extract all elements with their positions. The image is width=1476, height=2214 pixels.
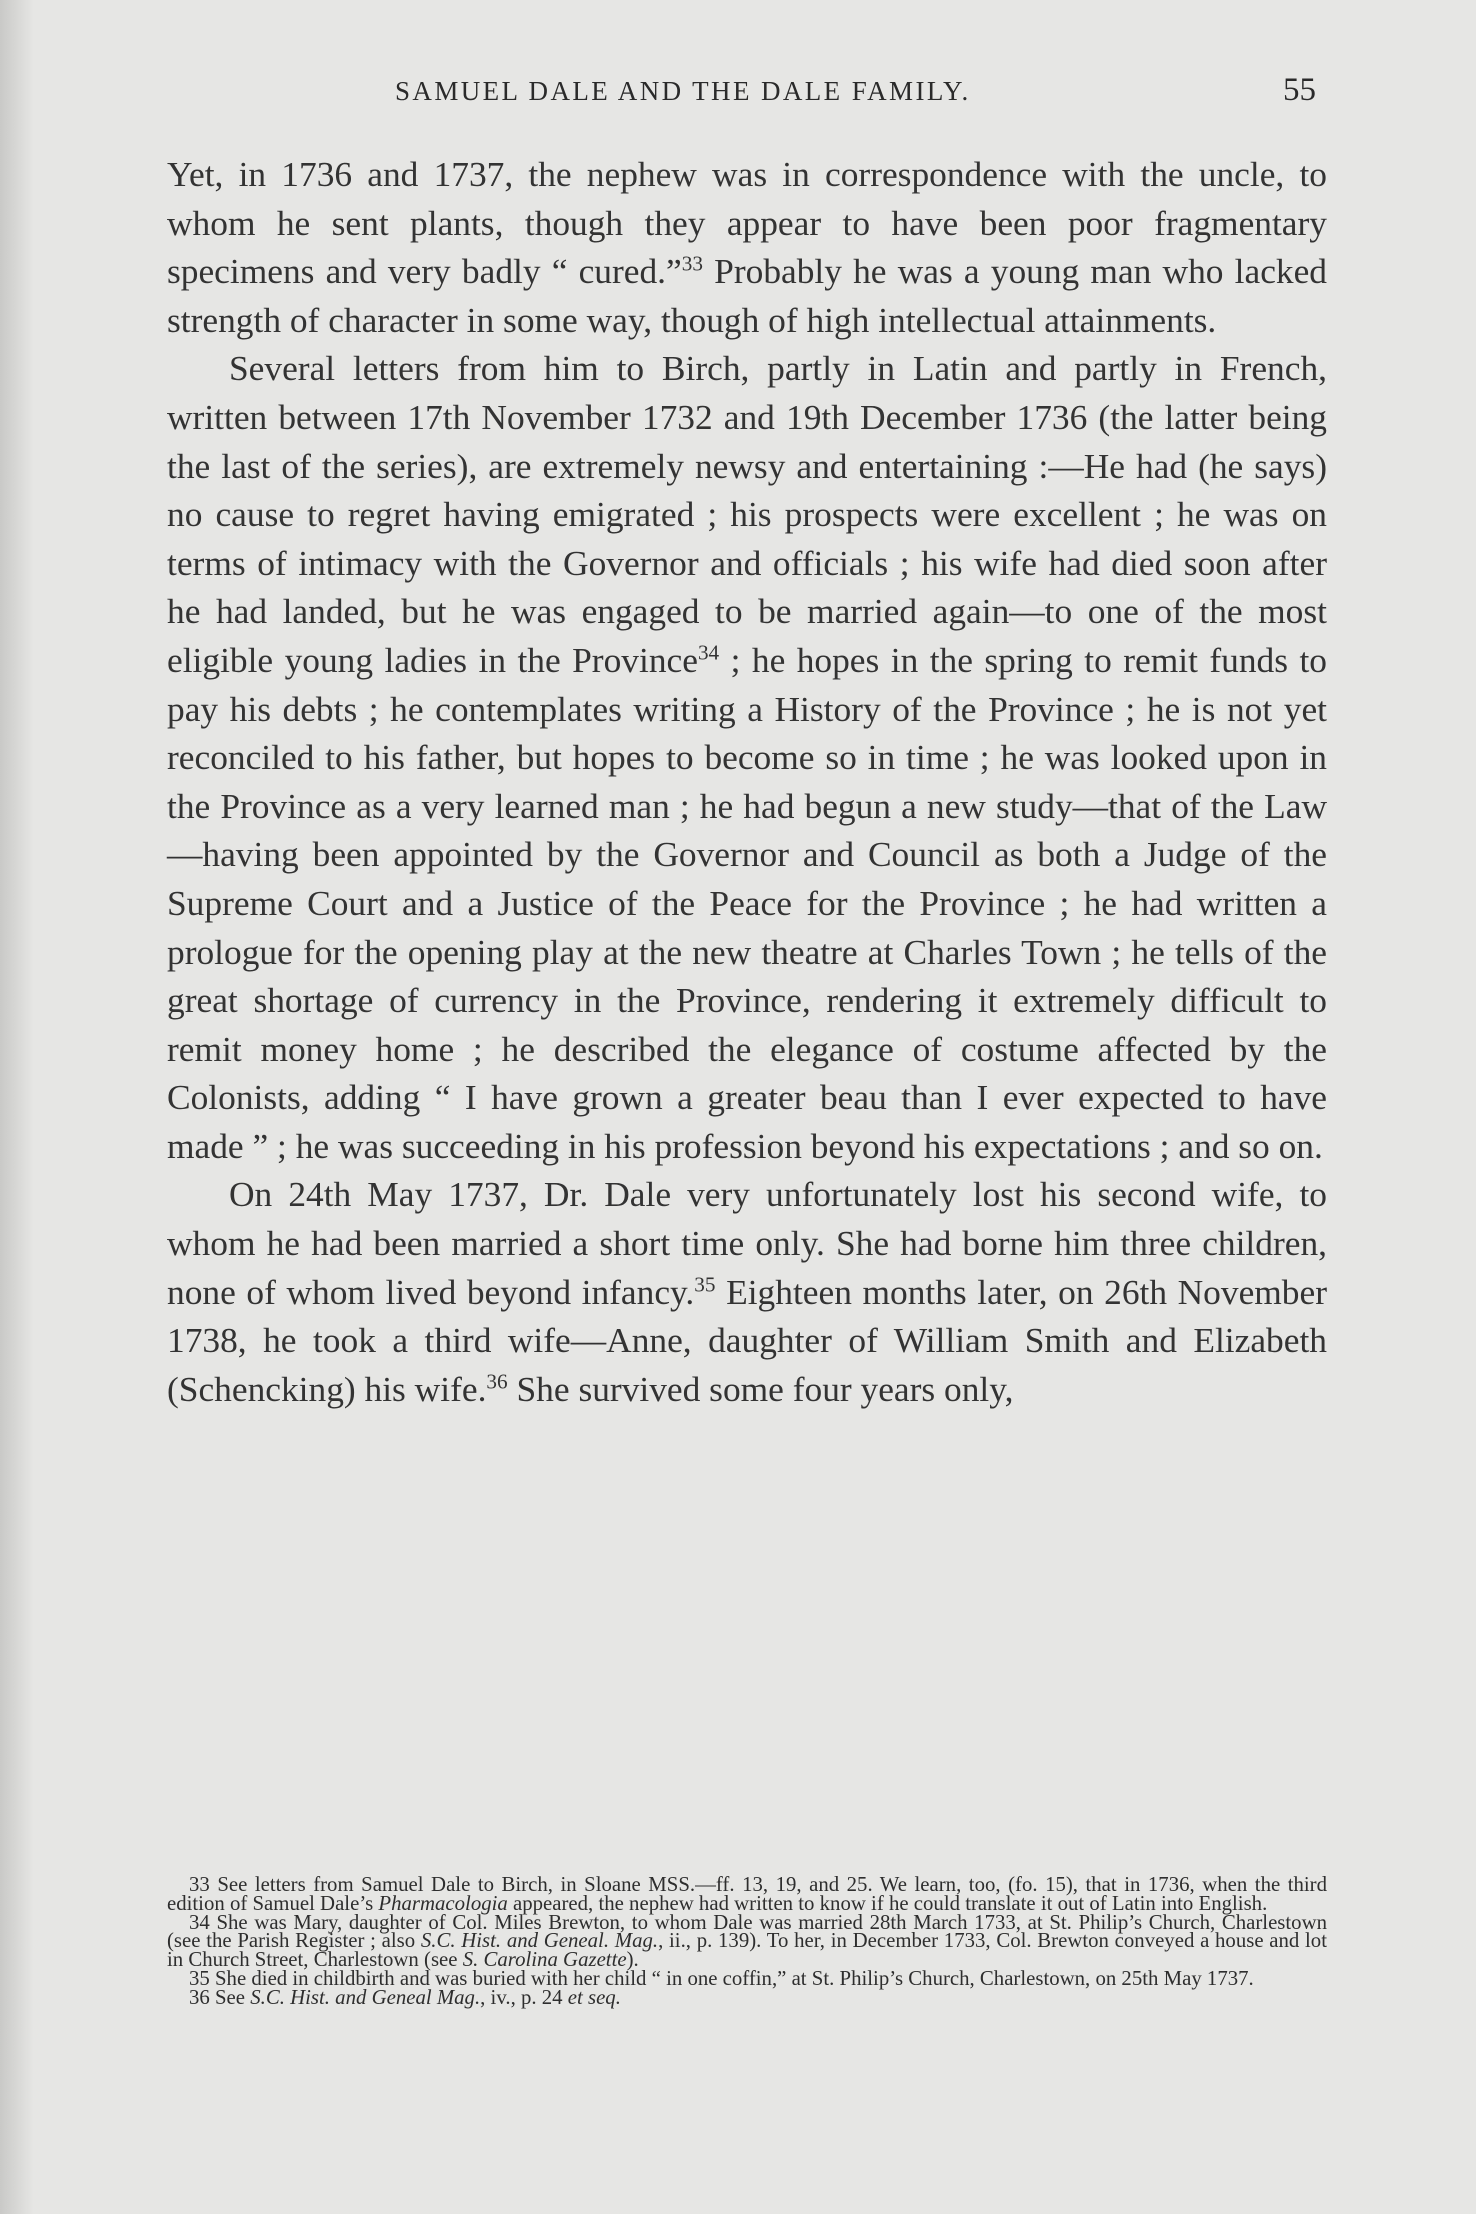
footnote-ref-33: 33: [681, 251, 703, 276]
paragraph-2-text-a: Several letters from him to Birch, partly in Latin and partly in French, written between 17th November 1732 and 19th December 1736 (the latter being the last of the series), are extremely newsy and entertaining :—He had (he says) no cause to regret having emigrated ; his prospects were excellent ; he was on terms of intimacy with the Governor and officials ; his wife had died soon after he had landed, but he was engaged to be married again—to one of the most eligible young ladies in the Province: [167, 348, 1327, 680]
footnote-34-text-b: , ii., p. 139). To her, in December 1733, Col. Brewton conveyed a house and lot in Church Street, Charlestown (see: [167, 1929, 1327, 1972]
footnote-33: [167, 1873, 1327, 1915]
page-number: 55: [1283, 72, 1316, 108]
footnote-ref-34: 34: [697, 640, 720, 665]
paragraph-3-text-a: On 24th May 1737, Dr. Dale very unfortunately lost his second wife, to whom he had been married a short time only. She had borne him three children, none of whom lived beyond infancy.: [167, 1174, 1327, 1312]
footnote-36-text-b: , iv., p. 24: [480, 1985, 568, 2009]
paragraph-1-text-a: Yet, in 1736 and 1737, the nephew was in correspondence with the uncle, to whom he sent plants, though they appear to have been poor fragmentary specimens and very badly “ cured.”: [167, 154, 1327, 292]
paragraph-2-text-b: ; he hopes in the spring to remit funds to pay his debts ; he contemplates writing a History of the Province ; he is not yet reconciled to his father, but hopes to become so in time ; he was looked upon in the Province as a very learned man ; he had begun a new study—that of the Law—having been appointed by the Governor and Council as both a Judge of the Supreme Court and a Justice of the Peace for the Province ; he had written a prologue for the opening play at the new theatre at Charles Town ; he tells of the great shortage of currency in the Province, rendering it extremely difficult to remit money home ; he described the elegance of costume affected by the Colonists, adding “ I have grown a greater beau than I ever expected to have made ” ; he was succeeding in his profession beyond his expectations ; and so on.: [167, 639, 1327, 1166]
paragraph-2: [167, 344, 1327, 1170]
footnote-36-text-a: 36 See: [189, 1985, 251, 2009]
paragraph-3-text-c: She survived some four years only,: [507, 1368, 1014, 1409]
footnote-ref-36: 36: [486, 1369, 508, 1394]
paragraph-1: [167, 150, 1327, 344]
footnote-33-text-a: 33 See letters from Samuel Dale to Birch, in Sloane MSS.—ff. 13, 19, and 25. We learn, too, (fo. 15), that in 1736, when the third edition of Samuel Dale’s: [167, 1873, 1327, 1915]
paragraph-3: [167, 1170, 1327, 1413]
footnote-34: [167, 1910, 1327, 1972]
page-header: [0, 72, 1476, 116]
footnote-35-text: 35 She died in childbirth and was buried with her child “ in one coffin,” at St. Philip’s Church, Charlestown, on 25th May 1737.: [189, 1966, 1254, 1990]
footnote-34-italic-1: S.C. Hist. and Geneal. Mag.: [420, 1929, 659, 1953]
footnotes: [167, 1873, 1327, 2009]
footnote-36: [167, 1985, 1327, 2009]
body-text: [167, 150, 1327, 1413]
footnote-ref-35: 35: [694, 1271, 716, 1296]
footnote-36-italic-1: S.C. Hist. and Geneal Mag.: [250, 1985, 481, 2009]
page-edge-shadow: [0, 0, 34, 2214]
running-head: SAMUEL DALE AND THE DALE FAMILY.: [395, 76, 971, 106]
footnote-34-text-a: 34 She was Mary, daughter of Col. Miles Brewton, to whom Dale was married 28th March 1733, at St. Philip’s Church, Charlestown (see the Parish Register ; also: [167, 1910, 1327, 1953]
footnote-34-text-c: ).: [626, 1948, 639, 1972]
paragraph-3-text-b: Eighteen months later, on 26th November 1738, he took a third wife—Anne, daughter of William Smith and Elizabeth (Schencking) his wife.: [167, 1271, 1327, 1409]
footnote-33-text-b: appeared, the nephew had written to know if he could translate it out of Latin into English.: [507, 1891, 1268, 1915]
footnote-33-italic: Pharmacologia: [378, 1891, 508, 1915]
paragraph-1-text-b: Probably he was a young man who lacked strength of character in some way, though of high intellectual attainments.: [167, 251, 1327, 340]
footnote-36-italic-2: et seq.: [567, 1985, 621, 2009]
footnote-34-italic-2: S. Carolina Gazette: [462, 1948, 627, 1972]
